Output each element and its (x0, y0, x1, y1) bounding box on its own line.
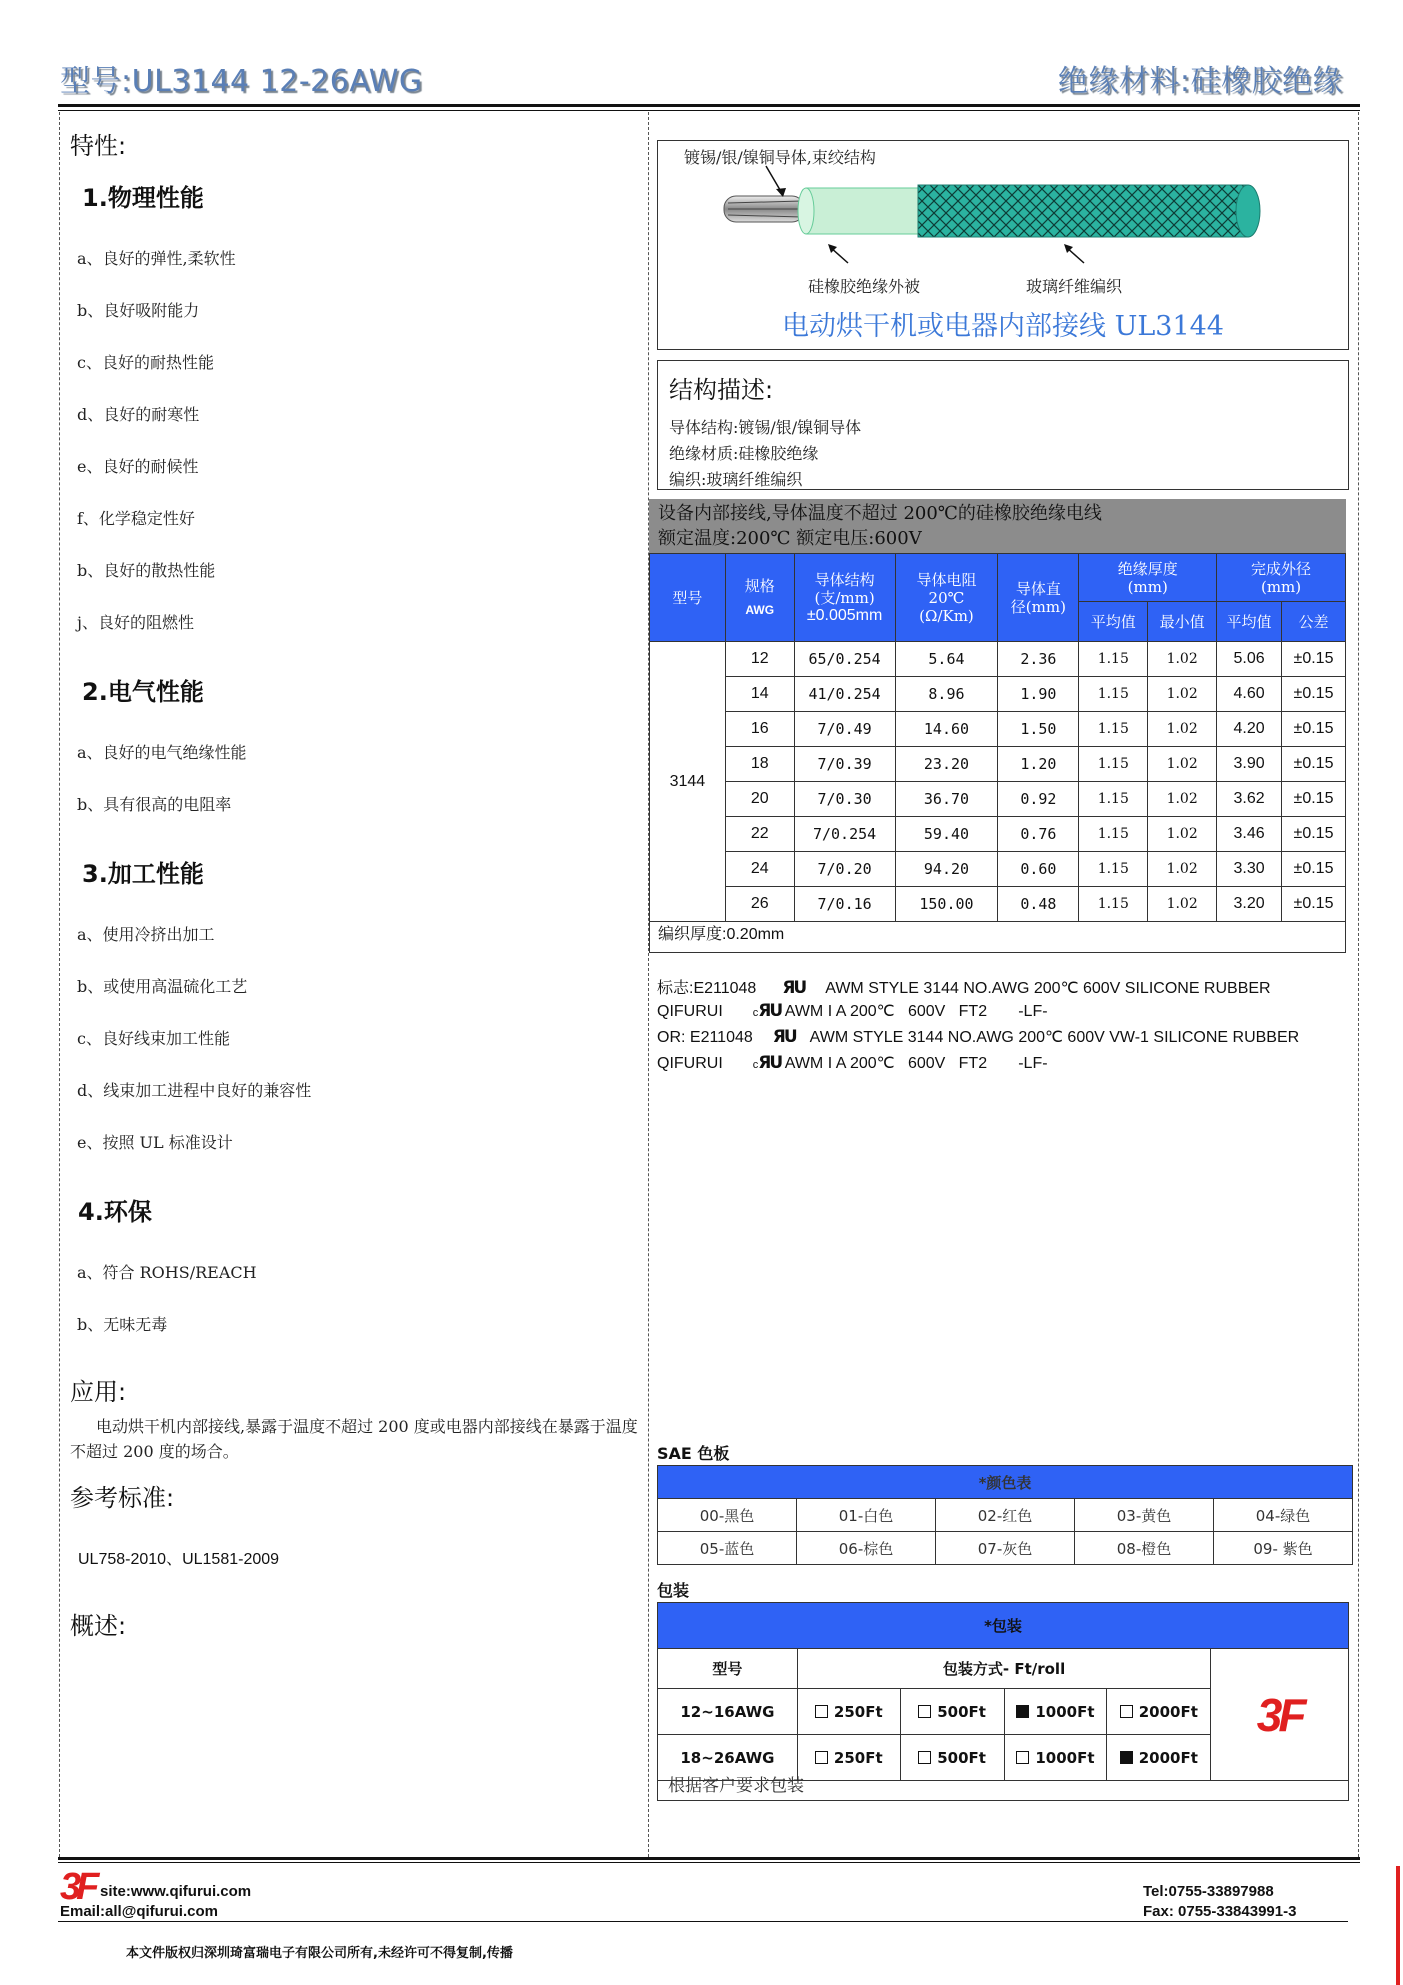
list-item: a、使用冷挤出加工 (77, 925, 215, 944)
footer-logo: 3F (60, 1866, 95, 1908)
structure-line: 绝缘材质:硅橡胶绝缘 (669, 444, 819, 463)
cell-res: 23.20 (895, 747, 998, 782)
pack-option[interactable]: 500Ft (900, 1689, 1004, 1735)
pack-option[interactable]: 2000Ft (1107, 1689, 1211, 1735)
color-cell: 03-黄色 (1075, 1499, 1214, 1532)
checkbox-icon[interactable] (918, 1751, 931, 1764)
checkbox-icon[interactable] (1120, 1751, 1133, 1764)
cell-res: 59.40 (895, 817, 998, 852)
column-divider (648, 112, 649, 1857)
cell-ins_avg: 1.15 (1079, 852, 1148, 887)
cell-tol: ±0.15 (1282, 712, 1346, 747)
model-heading: 型号:UL3144 12-26AWG (60, 64, 423, 99)
col-ins-avg: 平均值 (1079, 602, 1148, 642)
list-item: c、良好线束加工性能 (77, 1029, 230, 1048)
color-cell: 01-白色 (797, 1499, 936, 1532)
cell-dia: 0.60 (998, 852, 1079, 887)
color-cell: 02-红色 (936, 1499, 1075, 1532)
col-od-avg: 平均值 (1217, 602, 1282, 642)
list-item: b、良好吸附能力 (77, 301, 200, 320)
list-item: a、符合 ROHS/REACH (77, 1263, 257, 1282)
color-cell: 06-棕色 (797, 1532, 936, 1565)
cell-tol: ±0.15 (1282, 642, 1346, 677)
cell-awg: 26 (725, 887, 794, 922)
pack-option[interactable]: 2000Ft (1107, 1735, 1211, 1781)
checkbox-icon[interactable] (815, 1751, 828, 1764)
ul-logo-icon: ЯU (782, 978, 806, 998)
ul-logo-icon: ЯU (758, 1001, 782, 1021)
col-od: 完成外径(mm) (1217, 554, 1346, 602)
list-item: b、或使用高温硫化工艺 (77, 977, 248, 996)
braid-thickness: 编织厚度:0.20mm (649, 918, 1346, 953)
table-row (650, 782, 1346, 817)
cell-od: 3.46 (1217, 817, 1282, 852)
table-row (650, 747, 1346, 782)
color-cell: 09- 紫色 (1214, 1532, 1353, 1565)
col-resistance: 导体电阻20℃(Ω/Km) (895, 554, 998, 642)
cell-ins_avg: 1.15 (1079, 817, 1148, 852)
cell-ins_min: 1.02 (1148, 887, 1217, 922)
cell-cond: 41/0.254 (794, 677, 895, 712)
cable-illustration (658, 141, 1348, 301)
checkbox-icon[interactable] (1016, 1751, 1029, 1764)
structure-title: 结构描述: (669, 376, 774, 404)
cell-od: 3.62 (1217, 782, 1282, 817)
cell-dia: 0.92 (998, 782, 1079, 817)
braid-layer (918, 185, 1248, 237)
copyright: 本文件版权归深圳琦富瑞电子有限公司所有,未经许可不得复制,传播 (126, 1946, 513, 1961)
cell-res: 150.00 (895, 887, 998, 922)
cell-cond: 7/0.20 (794, 852, 895, 887)
list-item: j、良好的阻燃性 (77, 613, 194, 632)
color-cell: 07-灰色 (936, 1532, 1075, 1565)
cell-ins_min: 1.02 (1148, 712, 1217, 747)
cable-figure (657, 140, 1349, 350)
overview-title: 概述: (70, 1612, 127, 1640)
cell-ins_avg: 1.15 (1079, 747, 1148, 782)
table-row (650, 887, 1346, 922)
col-size: 规格 AWG (725, 554, 794, 642)
footer-email[interactable]: Email:all@qifurui.com (60, 1903, 218, 1920)
structure-line: 导体结构:镀锡/银/镍铜导体 (669, 418, 862, 437)
header-rule-thin (58, 110, 1360, 111)
standard-text: UL758-2010、UL1581-2009 (78, 1551, 280, 1568)
packaging-header: *包装 (658, 1603, 1349, 1649)
checkbox-icon[interactable] (1016, 1705, 1029, 1718)
section-physical-title: 1.物理性能 (82, 184, 204, 212)
col-diameter: 导体直径(mm) (998, 554, 1079, 642)
features-title: 特性: (70, 132, 127, 160)
cell-awg: 16 (725, 712, 794, 747)
checkbox-icon[interactable] (1120, 1705, 1133, 1718)
cell-ins_min: 1.02 (1148, 747, 1217, 782)
list-item: d、线束加工进程中良好的兼容性 (77, 1081, 312, 1100)
packaging-label: 包装 (657, 1581, 690, 1600)
cell-awg: 18 (725, 747, 794, 782)
cell-dia: 0.48 (998, 887, 1079, 922)
cell-awg: 22 (725, 817, 794, 852)
checkbox-icon[interactable] (815, 1705, 828, 1718)
section-processing-title: 3.加工性能 (82, 860, 204, 888)
table-row (650, 817, 1346, 852)
cell-cond: 7/0.16 (794, 887, 895, 922)
insulation-heading: 绝缘材料:硅橡胶绝缘 (1057, 64, 1343, 99)
brand-logo: 3F (1211, 1649, 1349, 1781)
list-item: e、按照 UL 标准设计 (77, 1133, 233, 1152)
color-cell: 08-橙色 (1075, 1532, 1214, 1565)
header-rule (58, 104, 1360, 107)
ul-logo-icon: ЯU (772, 1027, 796, 1047)
cell-awg: 24 (725, 852, 794, 887)
red-edge-bar (1396, 1866, 1400, 1985)
cell-cond: 65/0.254 (794, 642, 895, 677)
footer-line (58, 1921, 1348, 1922)
col-ins-min: 最小值 (1148, 602, 1217, 642)
cell-ins_min: 1.02 (1148, 677, 1217, 712)
pack-type: 12~16AWG (658, 1689, 798, 1735)
summary-line-2: 额定温度:200℃ 额定电压:600V (658, 528, 922, 549)
table-row (650, 642, 1346, 677)
cell-cond: 7/0.30 (794, 782, 895, 817)
cell-tol: ±0.15 (1282, 747, 1346, 782)
color-cell: 05-蓝色 (658, 1532, 797, 1565)
cell-ins_avg: 1.15 (1079, 712, 1148, 747)
pack-col-method: 包装方式- Ft/roll (797, 1649, 1210, 1689)
table-row (650, 677, 1346, 712)
insulation-label: 硅橡胶绝缘外被 (808, 277, 921, 296)
cell-ins_min: 1.02 (1148, 817, 1217, 852)
cell-res: 36.70 (895, 782, 998, 817)
sae-label: SAE 色板 (657, 1444, 730, 1463)
application-title: 应用: (70, 1378, 127, 1406)
cell-ins_min: 1.02 (1148, 852, 1217, 887)
footer-tel: Tel:0755-33897988 (1143, 1883, 1274, 1900)
cell-res: 5.64 (895, 642, 998, 677)
pack-option[interactable]: 1000Ft (1004, 1689, 1107, 1735)
col-type: 型号 (650, 554, 726, 642)
cell-awg: 12 (725, 642, 794, 677)
packaging-table (657, 1602, 1349, 1781)
list-item: b、具有很高的电阻率 (77, 795, 232, 814)
cell-tol: ±0.15 (1282, 852, 1346, 887)
col-conductor: 导体结构(支/mm) ±0.005mm (794, 554, 895, 642)
cell-res: 8.96 (895, 677, 998, 712)
list-item: f、化学稳定性好 (77, 509, 195, 528)
cell-dia: 1.90 (998, 677, 1079, 712)
cell-ins_min: 1.02 (1148, 782, 1217, 817)
summary-bar (649, 499, 1346, 553)
application-text: 电动烘干机内部接线,暴露于温度不超过 200 度或电器内部接线在暴露于温度不超过 200 度的场合。 (70, 1417, 638, 1461)
cell-tol: ±0.15 (1282, 887, 1346, 922)
cell-dia: 0.76 (998, 817, 1079, 852)
list-item: a、良好的电气绝缘性能 (77, 743, 247, 762)
cell-od: 4.20 (1217, 712, 1282, 747)
cell-od: 3.20 (1217, 887, 1282, 922)
pack-option[interactable]: 1000Ft (1004, 1735, 1107, 1781)
sae-header: *颜色表 (658, 1466, 1353, 1499)
list-item: c、良好的耐热性能 (77, 353, 214, 372)
cell-res: 94.20 (895, 852, 998, 887)
list-item: a、良好的弹性,柔软性 (77, 249, 236, 268)
marking-line-3: OR: E211048 ЯU AWM STYLE 3144 NO.AWG 200℃ 600V VW-1 SILICONE RUBBER (657, 1027, 1300, 1047)
pack-option[interactable]: 250Ft (797, 1689, 900, 1735)
cell-awg: 14 (725, 677, 794, 712)
col-od-tol: 公差 (1282, 602, 1346, 642)
custom-packaging-note: 根据客户要求包装 (657, 1773, 1349, 1801)
marking-line-1: 标志:E211048 ЯU AWM STYLE 3144 NO.AWG 200℃ 600V SILICONE RUBBER (657, 978, 1271, 998)
color-cell: 00-黑色 (658, 1499, 797, 1532)
ul-logo-icon: ЯU (758, 1053, 782, 1073)
structure-line: 编织:玻璃纤维编织 (669, 470, 803, 489)
footer-site[interactable]: site:www.qifurui.com (100, 1883, 252, 1900)
cell-cond: 7/0.254 (794, 817, 895, 852)
marking-line-4: QIFURUI cЯU AWM I A 200℃ 600V FT2 -LF- (657, 1053, 1048, 1073)
cell-ins_min: 1.02 (1148, 642, 1217, 677)
footer-fax: Fax: 0755-33843991-3 (1143, 1903, 1297, 1920)
cell-tol: ±0.15 (1282, 677, 1346, 712)
cell-od: 3.90 (1217, 747, 1282, 782)
summary-line-1: 设备内部接线,导体温度不超过 200℃的硅橡胶绝缘电线 (658, 503, 1102, 524)
cell-ins_avg: 1.15 (1079, 782, 1148, 817)
checkbox-icon[interactable] (918, 1705, 931, 1718)
col-insulation: 绝缘厚度(mm) (1079, 554, 1217, 602)
cell-tol: ±0.15 (1282, 782, 1346, 817)
pack-option[interactable]: 250Ft (797, 1735, 900, 1781)
cell-ins_avg: 1.15 (1079, 642, 1148, 677)
marking-line-2: QIFURUI cЯU AWM I A 200℃ 600V FT2 -LF- (657, 1001, 1048, 1021)
footer-rule (58, 1857, 1360, 1860)
pack-type: 18~26AWG (658, 1735, 798, 1781)
cell-od: 5.06 (1217, 642, 1282, 677)
list-item: e、良好的耐候性 (77, 457, 199, 476)
section-electrical-title: 2.电气性能 (82, 678, 204, 706)
braid-label: 玻璃纤维编织 (1026, 277, 1123, 296)
footer-rule-thin (58, 1862, 1360, 1863)
insulation-layer (806, 188, 926, 234)
cell-ins_avg: 1.15 (1079, 677, 1148, 712)
table-row (650, 712, 1346, 747)
figure-title: 电动烘干机或电器内部接线 UL3144 (782, 311, 1224, 342)
structure-box (657, 360, 1349, 490)
cell-tol: ±0.15 (1282, 817, 1346, 852)
cell-dia: 1.20 (998, 747, 1079, 782)
model-cell: 3144 (650, 642, 726, 922)
pack-option[interactable]: 500Ft (900, 1735, 1004, 1781)
cell-dia: 1.50 (998, 712, 1079, 747)
cell-cond: 7/0.49 (794, 712, 895, 747)
list-item: b、无味无毒 (77, 1315, 168, 1334)
cell-awg: 20 (725, 782, 794, 817)
cell-od: 3.30 (1217, 852, 1282, 887)
spec-table (649, 553, 1346, 922)
cell-dia: 2.36 (998, 642, 1079, 677)
pack-col-type: 型号 (658, 1649, 798, 1689)
standard-title: 参考标准: (70, 1484, 175, 1512)
list-item: b、良好的散热性能 (77, 561, 216, 580)
section-eco-title: 4.环保 (78, 1198, 152, 1226)
cell-od: 4.60 (1217, 677, 1282, 712)
table-row (650, 852, 1346, 887)
conductor-label: 镀锡/银/镍铜导体,束绞结构 (684, 148, 876, 167)
cell-res: 14.60 (895, 712, 998, 747)
cell-cond: 7/0.39 (794, 747, 895, 782)
list-item: d、良好的耐寒性 (77, 405, 200, 424)
sae-color-table (657, 1465, 1353, 1565)
cell-ins_avg: 1.15 (1079, 887, 1148, 922)
color-cell: 04-绿色 (1214, 1499, 1353, 1532)
